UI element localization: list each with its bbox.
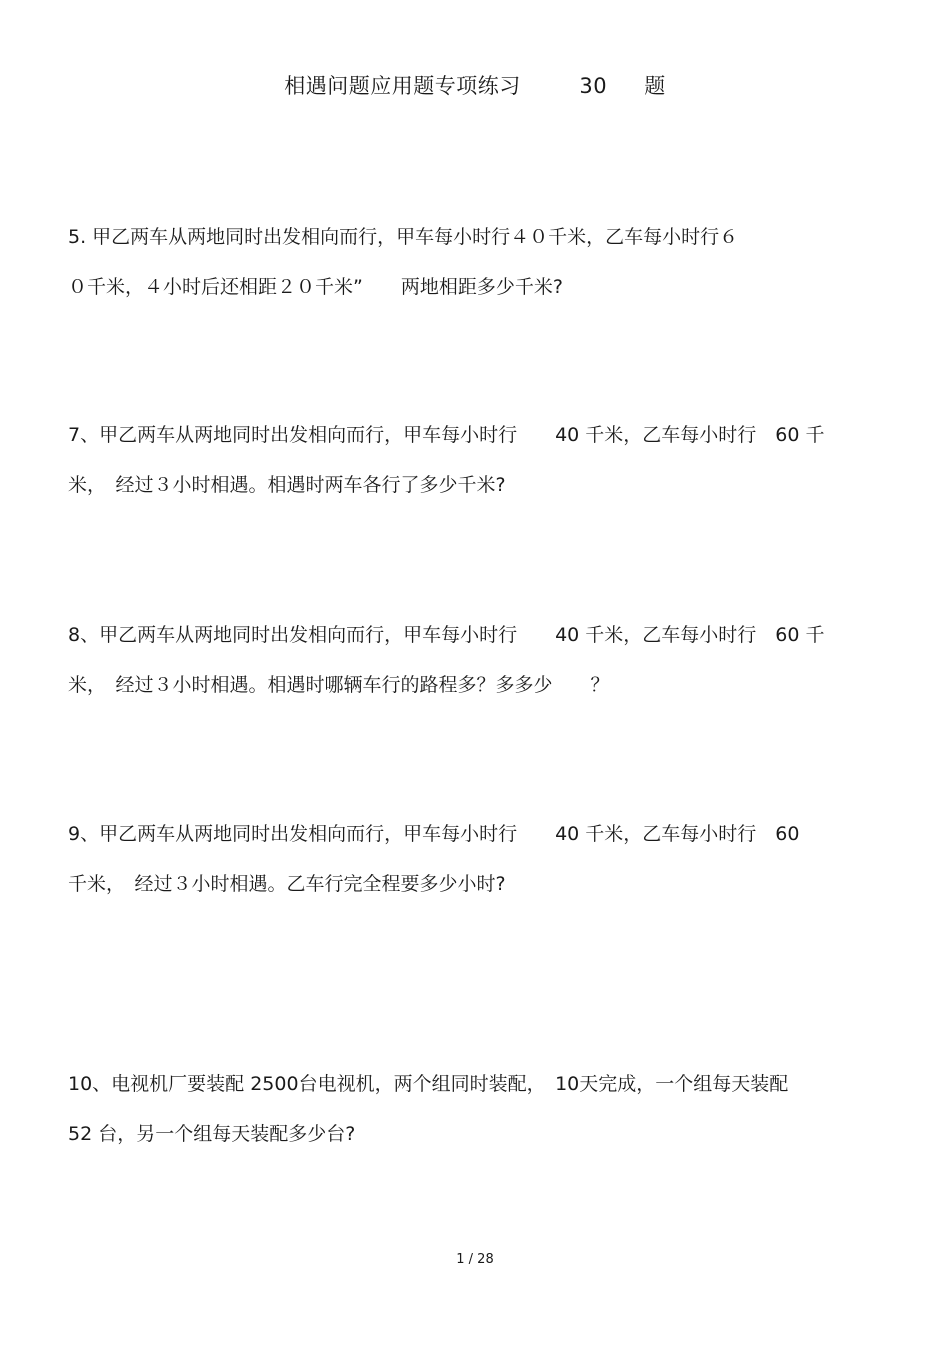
question-line: ０千米，４小时后还相距２０千米” 两地相距多少千米?	[68, 276, 563, 298]
page-title: 相遇问题应用题专项练习 30 题	[284, 74, 666, 98]
page-number: 1 / 28	[456, 1252, 494, 1267]
question-10	[68, 1067, 888, 1167]
question-7	[68, 418, 888, 518]
question-line: 8、甲乙两车从两地同时出发相向而行，甲车每小时行 40 千米，乙车每小时行 60 千	[68, 624, 825, 646]
question-8	[68, 618, 888, 718]
question-5	[68, 220, 888, 320]
question-line: 米， 经过３小时相遇。相遇时两车各行了多少千米?	[68, 474, 506, 496]
question-line: 7、甲乙两车从两地同时出发相向而行，甲车每小时行 40 千米，乙车每小时行 60 千	[68, 424, 825, 446]
question-9	[68, 817, 888, 917]
question-line: 9、甲乙两车从两地同时出发相向而行，甲车每小时行 40 千米，乙车每小时行 60	[68, 823, 800, 845]
question-line: 5. 甲乙两车从两地同时出发相向而行，甲车每小时行４０千米，乙车每小时行６	[68, 226, 739, 248]
question-line: 52 台，另一个组每天装配多少台?	[68, 1123, 356, 1145]
question-line: 米， 经过３小时相遇。相遇时哪辆车行的路程多？多多少 ？	[68, 674, 610, 696]
question-line: 10、电视机厂要装配 2500台电视机，两个组同时装配， 10天完成，一个组每天装配	[68, 1073, 789, 1095]
question-line: 千米， 经过３小时相遇。乙车行完全程要多少小时?	[68, 873, 506, 895]
